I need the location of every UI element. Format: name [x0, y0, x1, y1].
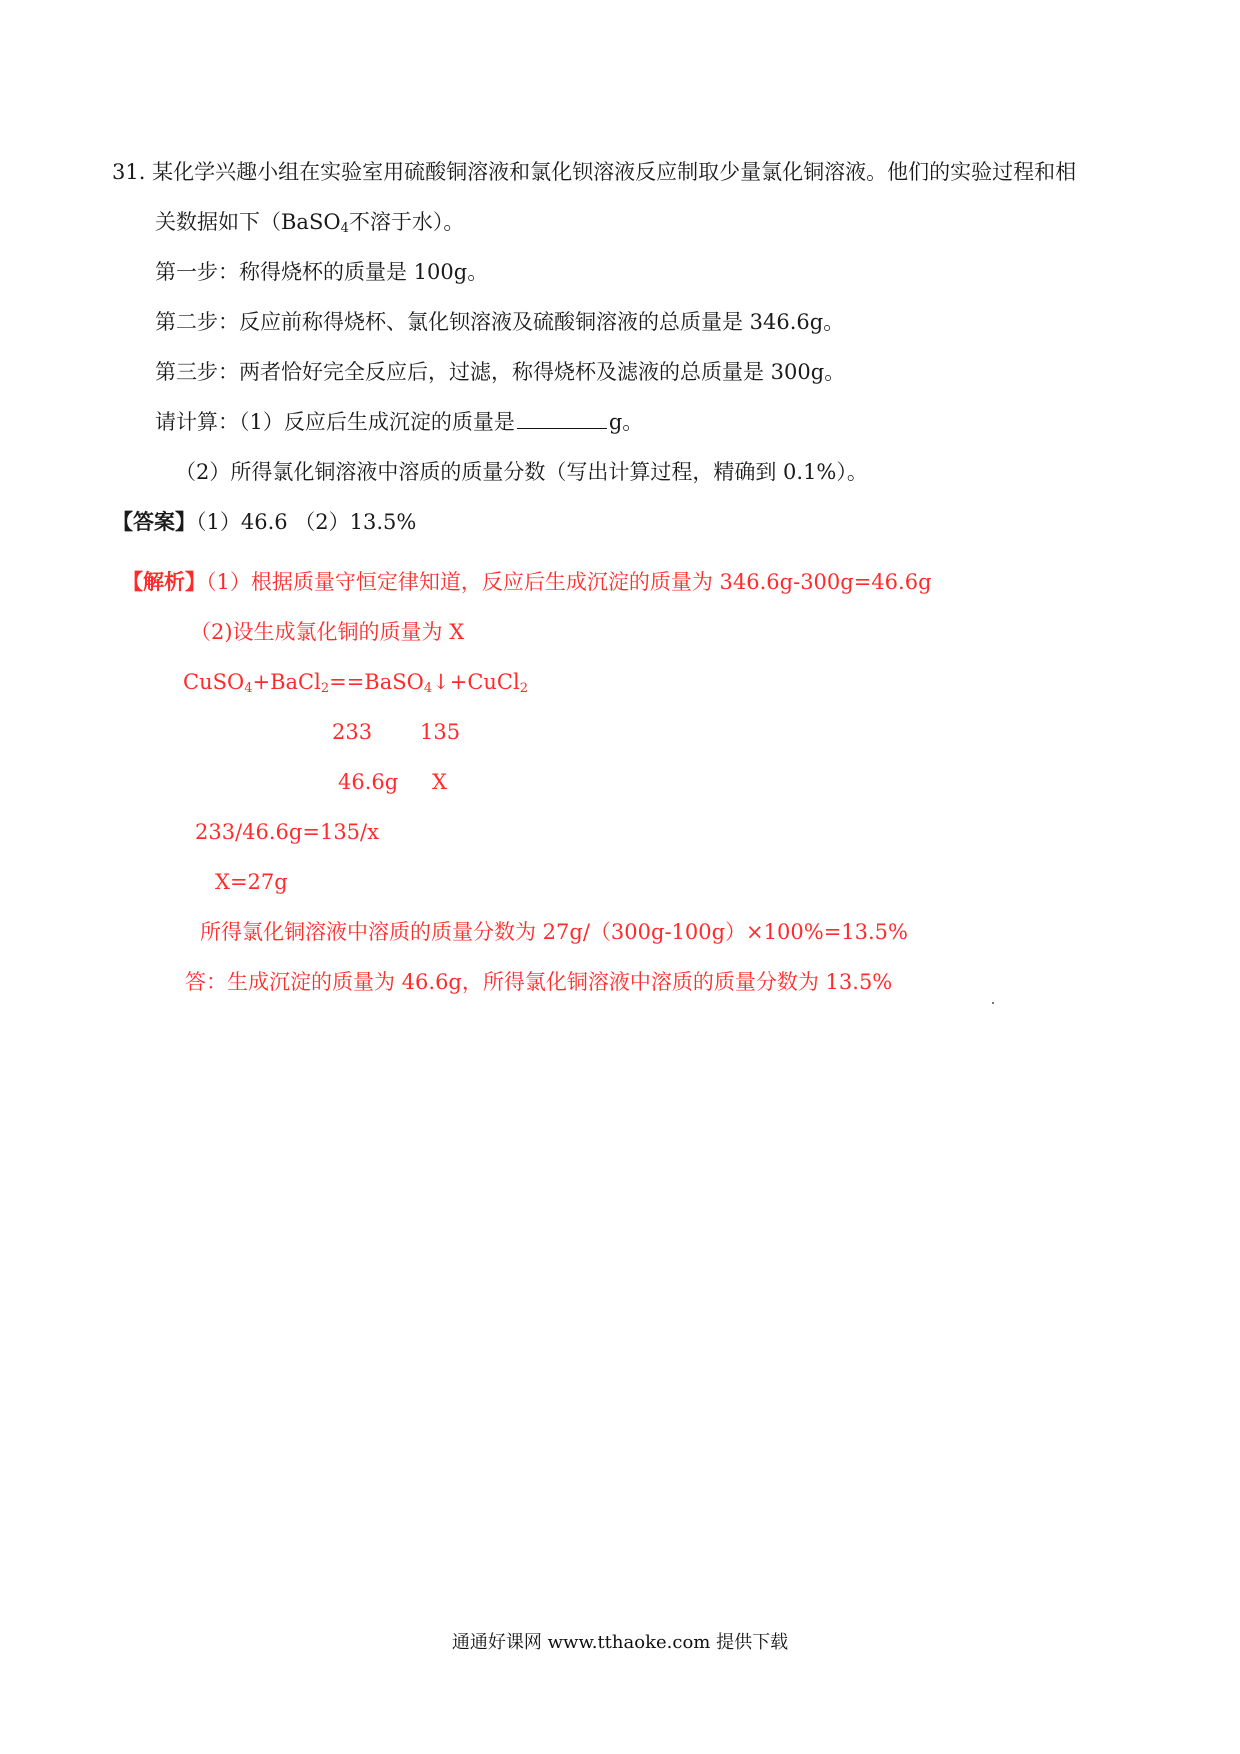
analysis-label: 【解析】 — [122, 569, 206, 594]
analysis-setup: （2)设生成氯化铜的质量为 X — [190, 620, 465, 644]
step-3: 第三步：两者恰好完全反应后，过滤，称得烧杯及滤液的总质量是 300g。 — [155, 360, 846, 384]
question-intro: 某化学兴趣小组在实验室用硫酸铜溶液和氯化钡溶液反应制取少量氯化铜溶液。他们的实验过程和相 — [152, 160, 1077, 184]
calc-part-2: （2）所得氯化铜溶液中溶质的质量分数（写出计算过程，精确到 0.1%）。 — [175, 460, 868, 484]
question-line-2: 关数据如下（BaSO$_4$不溶于水）。 — [155, 210, 465, 236]
result-x: X=27g — [215, 870, 288, 894]
molar-mass-233: 233 — [332, 720, 373, 744]
chemical-equation: CuSO$_4$+BaCl$_2$==BaSO$_4$↓+CuCl$_2$ — [183, 670, 528, 696]
answer-label: 【答案】 — [112, 509, 196, 534]
value-x: X — [432, 770, 447, 794]
step-1: 第一步：称得烧杯的质量是 100g。 — [155, 260, 489, 284]
answer-blank — [517, 410, 607, 429]
question-line-1 — [112, 158, 1076, 186]
calc-part-1: 请计算：（1）反应后生成沉淀的质量是 g。 — [155, 410, 644, 434]
question-number: 31. — [112, 160, 146, 184]
analysis-line-1: 【解析】（1）根据质量守恒定律知道，反应后生成沉淀的质量为 346.6g-300g=46.6g — [122, 569, 932, 594]
stray-dot — [992, 1002, 994, 1004]
molar-mass-135: 135 — [420, 720, 461, 744]
answer-line — [112, 508, 416, 536]
conclusion-line: 答：生成沉淀的质量为 46.6g，所得氯化铜溶液中溶质的质量分数为 13.5% — [185, 970, 893, 994]
ratio-equation: 233/46.6g=135/x — [195, 820, 379, 844]
mass-fraction-line: 所得氯化铜溶液中溶质的质量分数为 27g/（300g-100g）×100%=13.5% — [200, 920, 908, 944]
page-footer: 通通好课网 www.tthaoke.com 提供下载 — [451, 1632, 789, 1653]
value-46-6g: 46.6g — [338, 770, 399, 794]
answer-text: （1）46.6 （2）13.5% — [196, 510, 417, 534]
step-2: 第二步：反应前称得烧杯、氯化钡溶液及硫酸铜溶液的总质量是 346.6g。 — [155, 310, 845, 334]
